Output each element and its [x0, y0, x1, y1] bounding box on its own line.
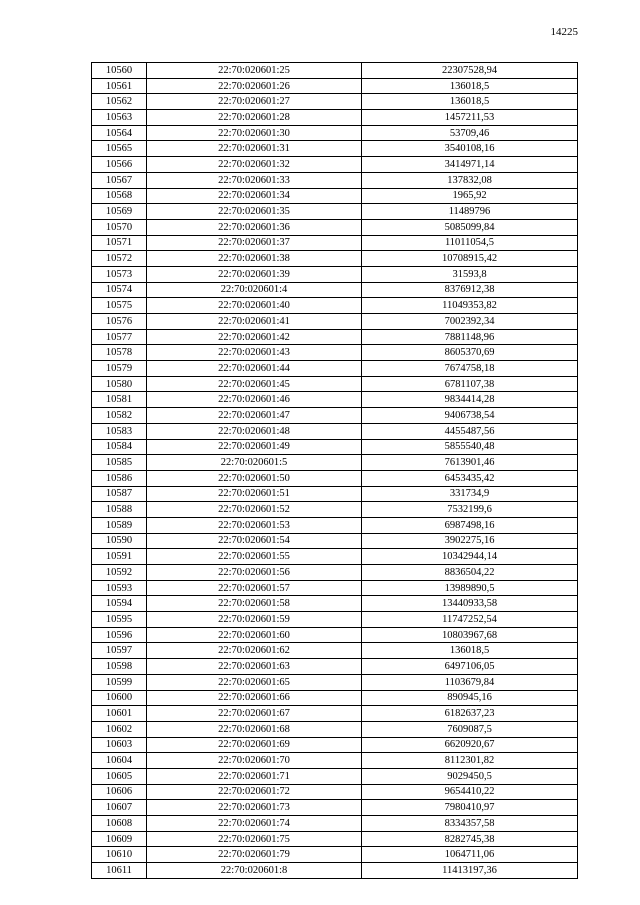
row-number-cell: 10604 [92, 753, 147, 769]
cadastral-number-cell: 22:70:020601:38 [147, 251, 362, 267]
row-number-cell: 10580 [92, 376, 147, 392]
table-row [92, 612, 578, 628]
table-row [92, 392, 578, 408]
table-row [92, 674, 578, 690]
row-number-cell: 10585 [92, 455, 147, 471]
table-row [92, 266, 578, 282]
table-body [92, 63, 578, 879]
table-row [92, 721, 578, 737]
row-number-cell: 10601 [92, 706, 147, 722]
table-row [92, 706, 578, 722]
row-number-cell: 10573 [92, 266, 147, 282]
row-number-cell: 10579 [92, 361, 147, 377]
cadastral-number-cell: 22:70:020601:31 [147, 141, 362, 157]
row-number-cell: 10567 [92, 172, 147, 188]
table-row [92, 110, 578, 126]
cadastral-number-cell: 22:70:020601:69 [147, 737, 362, 753]
row-number-cell: 10606 [92, 784, 147, 800]
row-number-cell: 10575 [92, 298, 147, 314]
cadastral-value-cell: 22307528,94 [362, 63, 578, 79]
cadastral-value-cell: 136018,5 [362, 94, 578, 110]
row-number-cell: 10577 [92, 329, 147, 345]
table-row [92, 768, 578, 784]
row-number-cell: 10570 [92, 219, 147, 235]
cadastral-value-cell: 31593,8 [362, 266, 578, 282]
cadastral-number-cell: 22:70:020601:58 [147, 596, 362, 612]
cadastral-value-cell: 53709,46 [362, 125, 578, 141]
cadastral-value-cell: 9406738,54 [362, 408, 578, 424]
table-row [92, 455, 578, 471]
table-row [92, 596, 578, 612]
table-row [92, 63, 578, 79]
table-row [92, 314, 578, 330]
cadastral-number-cell: 22:70:020601:65 [147, 674, 362, 690]
row-number-cell: 10565 [92, 141, 147, 157]
table-row [92, 235, 578, 251]
cadastral-number-cell: 22:70:020601:47 [147, 408, 362, 424]
cadastral-number-cell: 22:70:020601:37 [147, 235, 362, 251]
table-row [92, 423, 578, 439]
cadastral-value-cell: 11413197,36 [362, 863, 578, 879]
cadastral-value-cell: 9654410,22 [362, 784, 578, 800]
row-number-cell: 10597 [92, 643, 147, 659]
cadastral-value-cell: 6620920,67 [362, 737, 578, 753]
cadastral-number-cell: 22:70:020601:32 [147, 157, 362, 173]
table-row [92, 690, 578, 706]
cadastral-number-cell: 22:70:020601:62 [147, 643, 362, 659]
cadastral-number-cell: 22:70:020601:33 [147, 172, 362, 188]
table-row [92, 565, 578, 581]
table-row [92, 517, 578, 533]
cadastral-value-cell: 11011054,5 [362, 235, 578, 251]
row-number-cell: 10602 [92, 721, 147, 737]
cadastral-number-cell: 22:70:020601:44 [147, 361, 362, 377]
cadastral-number-cell: 22:70:020601:66 [147, 690, 362, 706]
table-row [92, 125, 578, 141]
cadastral-number-cell: 22:70:020601:34 [147, 188, 362, 204]
cadastral-number-cell: 22:70:020601:48 [147, 423, 362, 439]
row-number-cell: 10590 [92, 533, 147, 549]
cadastral-number-cell: 22:70:020601:25 [147, 63, 362, 79]
cadastral-number-cell: 22:70:020601:46 [147, 392, 362, 408]
row-number-cell: 10605 [92, 768, 147, 784]
cadastral-number-cell: 22:70:020601:28 [147, 110, 362, 126]
table-row [92, 172, 578, 188]
row-number-cell: 10587 [92, 486, 147, 502]
page-number: 14225 [550, 26, 578, 38]
table-row [92, 188, 578, 204]
table-row [92, 345, 578, 361]
table-row [92, 361, 578, 377]
table-row [92, 753, 578, 769]
cadastral-value-cell: 8836504,22 [362, 565, 578, 581]
cadastral-number-cell: 22:70:020601:5 [147, 455, 362, 471]
cadastral-value-cell: 6987498,16 [362, 517, 578, 533]
cadastral-number-cell: 22:70:020601:70 [147, 753, 362, 769]
row-number-cell: 10595 [92, 612, 147, 628]
row-number-cell: 10588 [92, 502, 147, 518]
table-row [92, 816, 578, 832]
cadastral-value-cell: 7881148,96 [362, 329, 578, 345]
row-number-cell: 10578 [92, 345, 147, 361]
cadastral-number-cell: 22:70:020601:73 [147, 800, 362, 816]
table-row [92, 502, 578, 518]
cadastral-number-cell: 22:70:020601:41 [147, 314, 362, 330]
table-row [92, 627, 578, 643]
table-row [92, 298, 578, 314]
cadastral-number-cell: 22:70:020601:51 [147, 486, 362, 502]
table-row [92, 408, 578, 424]
row-number-cell: 10581 [92, 392, 147, 408]
cadastral-value-cell: 11489796 [362, 204, 578, 220]
table-row [92, 847, 578, 863]
cadastral-number-cell: 22:70:020601:54 [147, 533, 362, 549]
table-row [92, 282, 578, 298]
row-number-cell: 10592 [92, 565, 147, 581]
cadastral-value-cell: 1457211,53 [362, 110, 578, 126]
row-number-cell: 10600 [92, 690, 147, 706]
cadastral-value-cell: 11049353,82 [362, 298, 578, 314]
row-number-cell: 10603 [92, 737, 147, 753]
row-number-cell: 10589 [92, 517, 147, 533]
cadastral-value-cell: 9834414,28 [362, 392, 578, 408]
row-number-cell: 10609 [92, 831, 147, 847]
cadastral-value-cell: 136018,5 [362, 78, 578, 94]
cadastral-number-cell: 22:70:020601:43 [147, 345, 362, 361]
table-row [92, 94, 578, 110]
row-number-cell: 10583 [92, 423, 147, 439]
table-row [92, 204, 578, 220]
cadastral-value-cell: 5085099,84 [362, 219, 578, 235]
row-number-cell: 10562 [92, 94, 147, 110]
cadastral-value-cell: 13440933,58 [362, 596, 578, 612]
cadastral-number-cell: 22:70:020601:39 [147, 266, 362, 282]
cadastral-value-cell: 1965,92 [362, 188, 578, 204]
cadastral-number-cell: 22:70:020601:36 [147, 219, 362, 235]
table-row [92, 251, 578, 267]
cadastral-value-cell: 11747252,54 [362, 612, 578, 628]
cadastral-value-cell: 10803967,68 [362, 627, 578, 643]
row-number-cell: 10560 [92, 63, 147, 79]
cadastral-number-cell: 22:70:020601:8 [147, 863, 362, 879]
cadastral-value-cell: 3902275,16 [362, 533, 578, 549]
row-number-cell: 10582 [92, 408, 147, 424]
table-row [92, 863, 578, 879]
cadastral-value-table [91, 62, 578, 879]
cadastral-value-cell: 8112301,82 [362, 753, 578, 769]
row-number-cell: 10598 [92, 659, 147, 675]
row-number-cell: 10593 [92, 580, 147, 596]
table-row [92, 800, 578, 816]
cadastral-number-cell: 22:70:020601:63 [147, 659, 362, 675]
row-number-cell: 10610 [92, 847, 147, 863]
table-row [92, 486, 578, 502]
cadastral-value-cell: 9029450,5 [362, 768, 578, 784]
cadastral-value-cell: 8605370,69 [362, 345, 578, 361]
row-number-cell: 10599 [92, 674, 147, 690]
cadastral-number-cell: 22:70:020601:71 [147, 768, 362, 784]
cadastral-value-cell: 6497106,05 [362, 659, 578, 675]
cadastral-number-cell: 22:70:020601:55 [147, 549, 362, 565]
row-number-cell: 10561 [92, 78, 147, 94]
cadastral-number-cell: 22:70:020601:45 [147, 376, 362, 392]
row-number-cell: 10569 [92, 204, 147, 220]
table-row [92, 580, 578, 596]
row-number-cell: 10611 [92, 863, 147, 879]
cadastral-number-cell: 22:70:020601:35 [147, 204, 362, 220]
row-number-cell: 10572 [92, 251, 147, 267]
row-number-cell: 10596 [92, 627, 147, 643]
cadastral-value-cell: 3414971,14 [362, 157, 578, 173]
cadastral-value-cell: 13989890,5 [362, 580, 578, 596]
cadastral-value-cell: 331734,9 [362, 486, 578, 502]
cadastral-value-cell: 3540108,16 [362, 141, 578, 157]
table-row [92, 439, 578, 455]
cadastral-value-cell: 1064711,06 [362, 847, 578, 863]
cadastral-number-cell: 22:70:020601:60 [147, 627, 362, 643]
cadastral-number-cell: 22:70:020601:40 [147, 298, 362, 314]
cadastral-value-cell: 890945,16 [362, 690, 578, 706]
cadastral-number-cell: 22:70:020601:57 [147, 580, 362, 596]
cadastral-value-cell: 10342944,14 [362, 549, 578, 565]
cadastral-number-cell: 22:70:020601:74 [147, 816, 362, 832]
cadastral-value-cell: 5855540,48 [362, 439, 578, 455]
table-row [92, 659, 578, 675]
cadastral-number-cell: 22:70:020601:50 [147, 470, 362, 486]
cadastral-value-cell: 1103679,84 [362, 674, 578, 690]
row-number-cell: 10563 [92, 110, 147, 126]
cadastral-number-cell: 22:70:020601:79 [147, 847, 362, 863]
row-number-cell: 10568 [92, 188, 147, 204]
cadastral-number-cell: 22:70:020601:72 [147, 784, 362, 800]
table-row [92, 533, 578, 549]
cadastral-value-cell: 7609087,5 [362, 721, 578, 737]
cadastral-value-cell: 7674758,18 [362, 361, 578, 377]
row-number-cell: 10571 [92, 235, 147, 251]
cadastral-value-cell: 137832,08 [362, 172, 578, 188]
table-row [92, 157, 578, 173]
row-number-cell: 10576 [92, 314, 147, 330]
cadastral-value-cell: 7980410,97 [362, 800, 578, 816]
cadastral-number-cell: 22:70:020601:52 [147, 502, 362, 518]
row-number-cell: 10574 [92, 282, 147, 298]
cadastral-number-cell: 22:70:020601:68 [147, 721, 362, 737]
table-row [92, 831, 578, 847]
cadastral-value-cell: 7613901,46 [362, 455, 578, 471]
cadastral-value-cell: 8282745,38 [362, 831, 578, 847]
row-number-cell: 10584 [92, 439, 147, 455]
row-number-cell: 10566 [92, 157, 147, 173]
cadastral-number-cell: 22:70:020601:56 [147, 565, 362, 581]
cadastral-number-cell: 22:70:020601:30 [147, 125, 362, 141]
cadastral-value-cell: 8334357,58 [362, 816, 578, 832]
table-row [92, 219, 578, 235]
row-number-cell: 10607 [92, 800, 147, 816]
cadastral-value-cell: 10708915,42 [362, 251, 578, 267]
cadastral-value-cell: 7002392,34 [362, 314, 578, 330]
table-row [92, 737, 578, 753]
cadastral-number-cell: 22:70:020601:59 [147, 612, 362, 628]
table-row [92, 329, 578, 345]
cadastral-number-cell: 22:70:020601:67 [147, 706, 362, 722]
table-row [92, 470, 578, 486]
cadastral-number-cell: 22:70:020601:53 [147, 517, 362, 533]
row-number-cell: 10564 [92, 125, 147, 141]
cadastral-number-cell: 22:70:020601:49 [147, 439, 362, 455]
table-row [92, 78, 578, 94]
table-row [92, 376, 578, 392]
table-row [92, 784, 578, 800]
cadastral-value-cell: 7532199,6 [362, 502, 578, 518]
cadastral-number-cell: 22:70:020601:42 [147, 329, 362, 345]
table-row [92, 643, 578, 659]
row-number-cell: 10594 [92, 596, 147, 612]
cadastral-value-cell: 6781107,38 [362, 376, 578, 392]
cadastral-number-cell: 22:70:020601:27 [147, 94, 362, 110]
cadastral-value-cell: 8376912,38 [362, 282, 578, 298]
cadastral-number-cell: 22:70:020601:4 [147, 282, 362, 298]
cadastral-value-cell: 136018,5 [362, 643, 578, 659]
cadastral-number-cell: 22:70:020601:75 [147, 831, 362, 847]
cadastral-number-cell: 22:70:020601:26 [147, 78, 362, 94]
table-row [92, 549, 578, 565]
row-number-cell: 10608 [92, 816, 147, 832]
table-row [92, 141, 578, 157]
cadastral-value-cell: 4455487,56 [362, 423, 578, 439]
row-number-cell: 10586 [92, 470, 147, 486]
cadastral-value-cell: 6182637,23 [362, 706, 578, 722]
row-number-cell: 10591 [92, 549, 147, 565]
cadastral-value-cell: 6453435,42 [362, 470, 578, 486]
